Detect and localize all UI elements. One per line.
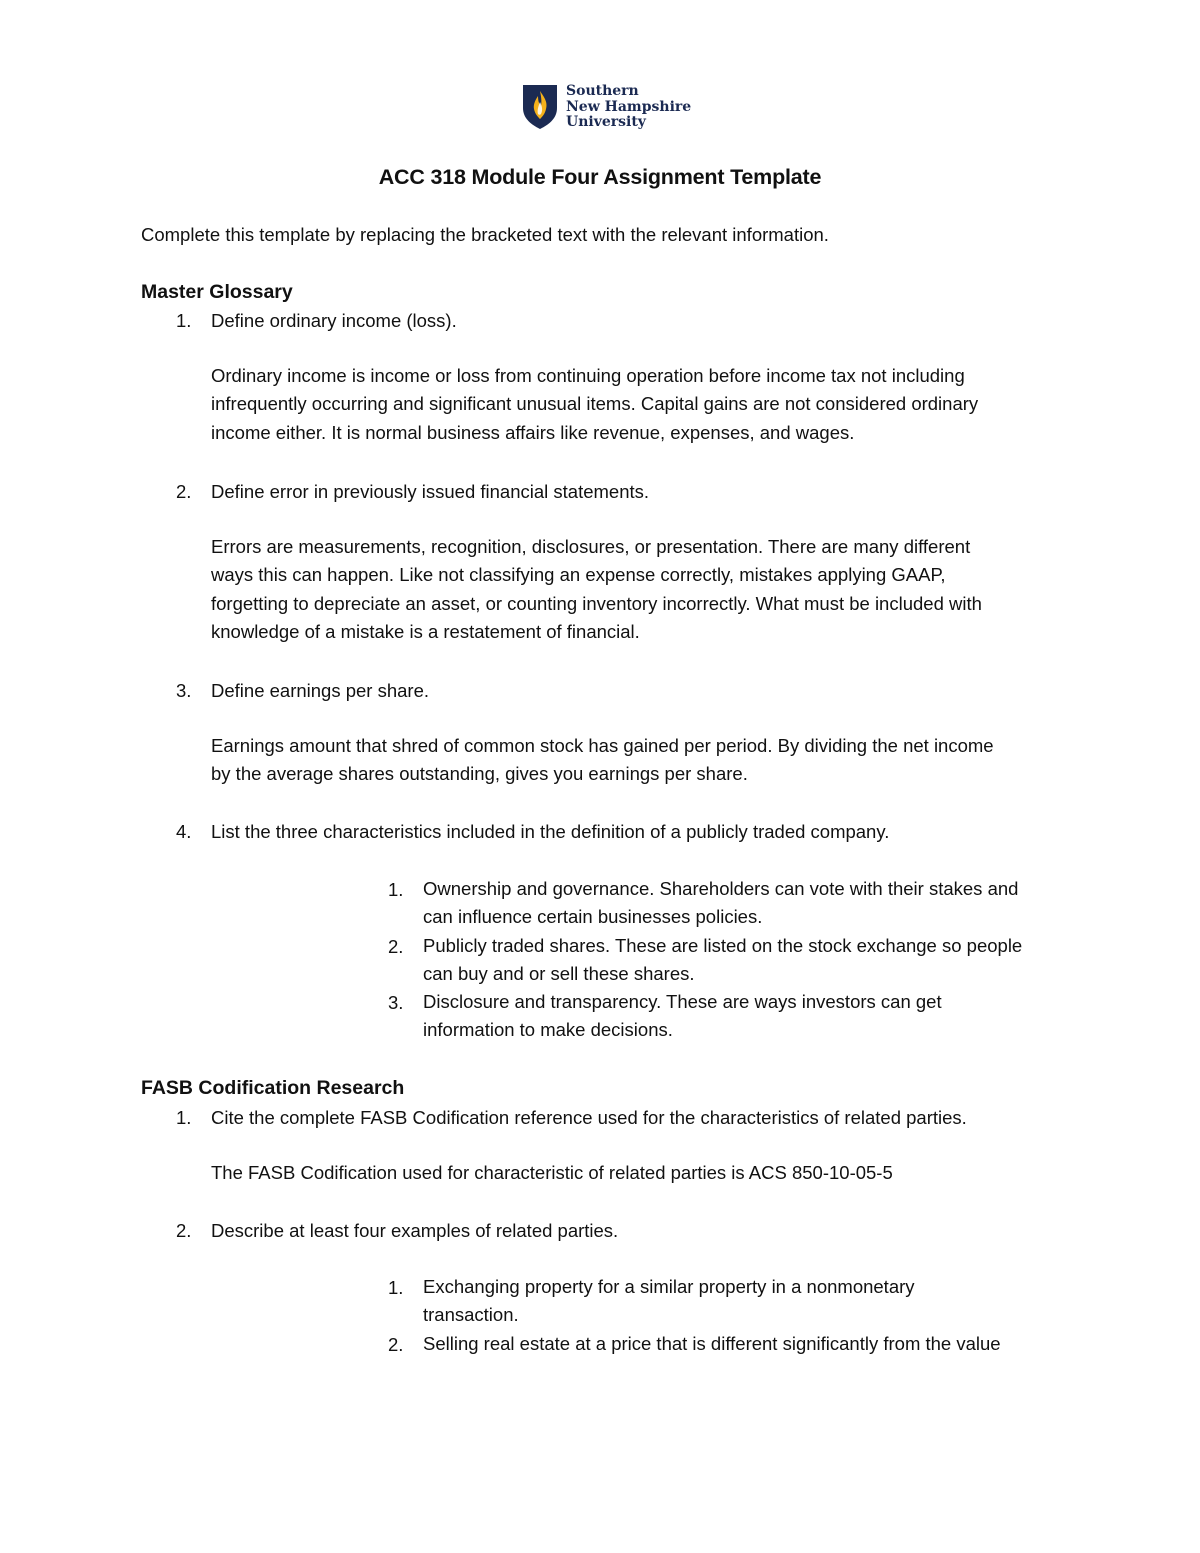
glossary-item-3-number: 3.	[176, 680, 192, 701]
glossary-item-4-number: 4.	[176, 821, 192, 842]
subitem-line: can influence certain businesses policies.	[423, 906, 763, 928]
characteristic-2-text	[423, 932, 1022, 989]
subitem-line: transaction.	[423, 1304, 519, 1326]
fasb-item-1-number: 1.	[176, 1107, 192, 1128]
fasb-item-2-question: Describe at least four examples of related parties.	[211, 1220, 619, 1241]
logo-line-3: University	[566, 114, 646, 130]
answer-line: knowledge of a mistake is a restatement of financial.	[211, 620, 640, 642]
answer-line: The FASB Codification used for characteristic of related parties is ACS 850-10-05-5	[211, 1162, 893, 1183]
glossary-item-2-number: 2.	[176, 481, 192, 502]
shield-flame-icon	[521, 84, 559, 130]
document-title: ACC 318 Module Four Assignment Template	[378, 165, 822, 189]
related-party-2-text	[423, 1330, 1001, 1358]
related-party-2-number: 2.	[388, 1334, 404, 1355]
answer-line: ways this can happen. Like not classifying an expense correctly, mistakes applying GAAP,	[211, 564, 946, 586]
instructions-text: Complete this template by replacing the bracketed text with the relevant information.	[141, 224, 829, 245]
logo-wordmark	[566, 84, 691, 131]
glossary-item-1-question: Define ordinary income (loss).	[211, 310, 457, 331]
related-party-1-text	[423, 1273, 915, 1330]
glossary-item-2-question: Define error in previously issued financial statements.	[211, 481, 650, 502]
answer-line: infrequently occurring and significant unusual items. Capital gains are not considered ordinary	[211, 393, 979, 415]
answer-line: Ordinary income is income or loss from continuing operation before income tax not including	[211, 365, 965, 386]
glossary-item-4-question: List the three characteristics included in the definition of a publicly traded company.	[211, 821, 890, 842]
master-glossary-heading: Master Glossary	[141, 281, 293, 303]
fasb-item-1-question: Cite the complete FASB Codification reference used for the characteristics of related parties.	[211, 1107, 967, 1128]
subitem-line: Ownership and governance. Shareholders can vote with their stakes and	[423, 878, 1019, 899]
university-logo	[521, 84, 691, 131]
logo-line-2: New Hampshire	[566, 98, 692, 115]
subitem-line: Exchanging property for a similar property in a nonmonetary	[423, 1276, 915, 1297]
answer-line: income either. It is normal business affairs like revenue, expenses, and wages.	[211, 421, 855, 443]
answer-line: forgetting to depreciate an asset, or counting inventory incorrectly. What must be included with	[211, 592, 982, 614]
characteristic-3-text	[423, 988, 942, 1045]
subitem-line: Disclosure and transparency. These are ways investors can get	[423, 991, 942, 1012]
glossary-item-1-answer	[211, 362, 978, 447]
glossary-item-3-question: Define earnings per share.	[211, 680, 430, 701]
answer-line: Errors are measurements, recognition, disclosures, or presentation. There are many different	[211, 536, 971, 557]
fasb-item-2-number: 2.	[176, 1220, 192, 1241]
characteristic-1-text	[423, 875, 1018, 932]
fasb-heading: FASB Codification Research	[141, 1077, 405, 1099]
logo-line-1: Southern	[566, 83, 639, 99]
subitem-line: Publicly traded shares. These are listed on the stock exchange so people	[423, 935, 1023, 956]
subitem-line: can buy and or sell these shares.	[423, 963, 695, 985]
answer-line: by the average shares outstanding, gives you earnings per share.	[211, 763, 748, 785]
characteristic-3-number: 3.	[388, 992, 404, 1013]
characteristic-2-number: 2.	[388, 936, 404, 957]
fasb-item-1-answer	[211, 1159, 893, 1187]
glossary-item-1-number: 1.	[176, 310, 192, 331]
related-party-1-number: 1.	[388, 1277, 404, 1298]
glossary-item-3-answer	[211, 732, 994, 789]
subitem-line: Selling real estate at a price that is different significantly from the value	[423, 1333, 1001, 1354]
subitem-line: information to make decisions.	[423, 1019, 673, 1041]
characteristic-1-number: 1.	[388, 879, 404, 900]
answer-line: Earnings amount that shred of common stock has gained per period. By dividing the net income	[211, 735, 994, 756]
glossary-item-2-answer	[211, 533, 982, 646]
